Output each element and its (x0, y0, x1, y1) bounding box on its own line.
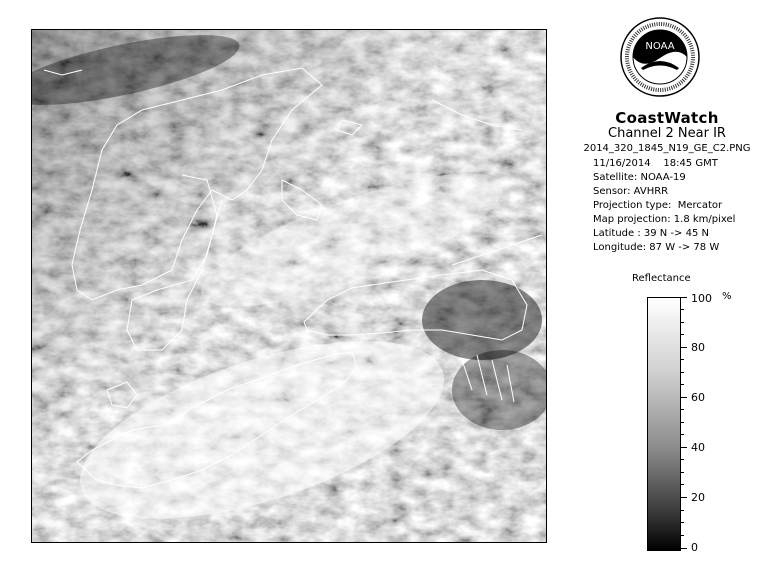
minor-tick (680, 484, 684, 485)
minor-tick (680, 472, 684, 473)
tick-mark (680, 447, 687, 448)
metadata-list (593, 157, 772, 255)
filename-label: 2014_320_1845_N19_GE_C2.PNG (583, 143, 751, 154)
map-projection-label: Map projection: 1.8 km/pixel (593, 214, 736, 225)
tick-label-80: 80 (691, 341, 705, 354)
minor-tick (680, 322, 684, 323)
datetime-label: 11/16/2014 18:45 GMT (593, 158, 718, 169)
satellite-image[interactable] (31, 29, 547, 543)
minor-tick (680, 459, 684, 460)
minor-tick (680, 510, 684, 511)
minor-tick (680, 422, 684, 423)
minor-tick (680, 359, 684, 360)
minor-tick (680, 334, 684, 335)
tick-label-60: 60 (691, 391, 705, 404)
product-title: CoastWatch (615, 109, 719, 127)
minor-tick (680, 309, 684, 310)
tick-mark (680, 297, 687, 298)
channel-label: Channel 2 Near IR (608, 126, 726, 141)
latitude-label: Latitude : 39 N -> 45 N (593, 228, 709, 239)
tick-mark (680, 497, 687, 498)
svg-text:NOAA: NOAA (645, 41, 675, 52)
noaa-logo (619, 16, 701, 98)
scale-title: Reflectance (632, 273, 691, 284)
sensor-label: Sensor: AVHRR (593, 186, 669, 197)
minor-tick (680, 535, 684, 536)
tick-label-20: 20 (691, 491, 705, 504)
tick-mark (680, 347, 687, 348)
minor-tick (680, 434, 684, 435)
projection-type-label: Projection type: Mercator (593, 200, 723, 211)
minor-tick (680, 372, 684, 373)
minor-tick (680, 522, 684, 523)
minor-tick (680, 384, 684, 385)
longitude-label: Longitude: 87 W -> 78 W (593, 242, 720, 253)
tick-label-100: 100 (691, 292, 712, 305)
product-info (562, 110, 772, 255)
reflectance-colorbar (647, 297, 681, 551)
tick-label-0: 0 (691, 541, 698, 554)
tick-mark (680, 397, 687, 398)
satellite-label: Satellite: NOAA-19 (593, 172, 686, 183)
scale-unit: % (722, 291, 732, 302)
noaa-logo-icon (619, 16, 701, 98)
minor-tick (680, 409, 684, 410)
tick-label-40: 40 (691, 441, 705, 454)
tick-mark (680, 548, 687, 549)
satellite-image-render (32, 30, 546, 542)
